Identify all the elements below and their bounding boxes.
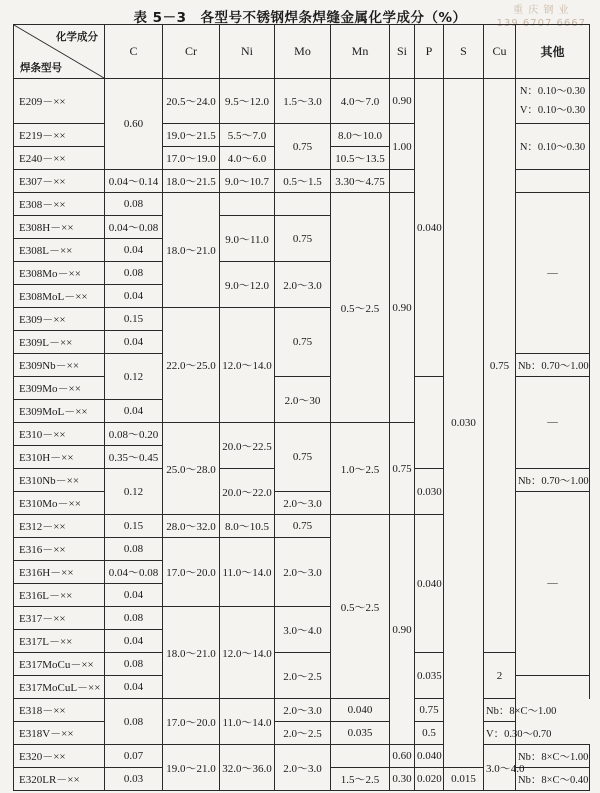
header-si: Si — [390, 25, 415, 79]
c-cell: 0.04～0.08 — [105, 561, 163, 584]
header-p: P — [415, 25, 444, 79]
model-cell: E316L－×× — [14, 584, 105, 607]
si-cell: 0.90 — [390, 515, 415, 745]
mo-cell — [275, 193, 331, 216]
header-other: 其他 — [516, 25, 590, 79]
cr-cell: 20.5～24.0 — [163, 79, 220, 124]
mn-cell: 4.0～7.0 — [331, 79, 390, 124]
c-cell: 0.08 — [105, 538, 163, 561]
ni-cell: 12.0～14.0 — [220, 308, 275, 423]
mn-cell: 10.5～13.5 — [331, 147, 390, 170]
ni-cell: 5.5～7.0 — [220, 124, 275, 147]
si-cell: 0.60 — [390, 745, 415, 768]
model-cell: E317MoCu－×× — [14, 653, 105, 676]
header-composition-label: 化学成分 — [56, 31, 98, 43]
c-cell: 0.04 — [105, 400, 163, 423]
watermark-line2: 139 6707 6667 — [496, 18, 586, 29]
mo-cell: 0.75 — [275, 515, 331, 538]
model-cell: E308L－×× — [14, 239, 105, 262]
p-cell: 0.040 — [415, 515, 444, 653]
other-cell: N：0.10～0.30 — [516, 124, 590, 170]
ni-cell: 11.0～14.0 — [220, 699, 275, 745]
cu-cell: 0.5 — [415, 722, 444, 745]
si-cell — [390, 170, 415, 193]
table-row — [14, 699, 590, 722]
other-cell: Nb：8×C～1.00 — [484, 699, 516, 722]
ni-cell: 9.5～12.0 — [220, 79, 275, 124]
p-cell: 0.040 — [331, 699, 390, 722]
other-cell: Nb：0.70～1.00 — [516, 354, 590, 377]
other-line: V：0.10～0.30 — [519, 105, 586, 116]
model-cell: E219－×× — [14, 124, 105, 147]
c-cell: 0.60 — [105, 79, 163, 170]
c-cell: 0.08 — [105, 193, 163, 216]
model-cell: E310Mo－×× — [14, 492, 105, 515]
model-cell: E308H－×× — [14, 216, 105, 239]
model-cell: E309MoL－×× — [14, 400, 105, 423]
cr-cell: 28.0～32.0 — [163, 515, 220, 538]
model-cell: E320LR－×× — [14, 768, 105, 791]
mn-cell: 8.0～10.0 — [331, 124, 390, 147]
mn-cell: 0.5～2.5 — [331, 515, 390, 699]
si-cell: 1.00 — [390, 124, 415, 170]
model-cell: E209－×× — [14, 79, 105, 124]
mo-cell: 0.75 — [275, 124, 331, 170]
model-cell: E307－×× — [14, 170, 105, 193]
p-cell: 0.035 — [415, 653, 444, 699]
other-cell: Nb：8×C～0.40 — [516, 768, 590, 791]
mo-cell: 3.0～4.0 — [275, 607, 331, 653]
ni-cell: 11.0～14.0 — [220, 538, 275, 607]
header-s: S — [444, 25, 484, 79]
c-cell: 0.08 — [105, 262, 163, 285]
mo-cell: 2.0～3.0 — [275, 699, 331, 722]
model-cell: E310Nb－×× — [14, 469, 105, 492]
mo-cell: 0.75 — [275, 216, 331, 262]
model-cell: E318－×× — [14, 699, 105, 722]
other-cell: — — [516, 377, 590, 469]
other-cell: — — [516, 193, 590, 354]
si-cell: 0.90 — [390, 193, 415, 423]
cu-cell: 0.75 — [484, 79, 516, 653]
model-cell: E308－×× — [14, 193, 105, 216]
cr-cell: 18.0～21.5 — [163, 170, 220, 193]
c-cell: 0.08～0.20 — [105, 423, 163, 446]
model-cell: E312－×× — [14, 515, 105, 538]
p-cell: 0.040 — [415, 79, 444, 377]
p-cell — [415, 377, 444, 469]
p-cell: 0.030 — [415, 469, 444, 515]
model-cell: E316－×× — [14, 538, 105, 561]
mo-cell: 2.0～3.0 — [275, 745, 331, 791]
model-cell: E309L－×× — [14, 331, 105, 354]
cr-cell: 17.0～20.0 — [163, 538, 220, 607]
model-cell: E310－×× — [14, 423, 105, 446]
c-cell: 0.08 — [105, 607, 163, 630]
c-cell: 0.15 — [105, 308, 163, 331]
ni-cell: 20.0～22.5 — [220, 423, 275, 469]
model-cell: E309－×× — [14, 308, 105, 331]
s-cell: 0.030 — [444, 79, 484, 768]
c-cell: 0.12 — [105, 354, 163, 400]
c-cell: 0.04 — [105, 331, 163, 354]
other-cell: Nb：0.70～1.00 — [516, 469, 590, 492]
mo-cell: 2.0～3.0 — [275, 538, 331, 607]
cr-cell: 17.0～20.0 — [163, 699, 220, 745]
c-cell: 0.04 — [105, 584, 163, 607]
header-model-label: 焊条型号 — [20, 62, 62, 74]
ni-cell: 20.0～22.0 — [220, 469, 275, 515]
ni-cell: 12.0～14.0 — [220, 607, 275, 699]
model-cell: E317MoCuL－×× — [14, 676, 105, 699]
header-mn: Mn — [331, 25, 390, 79]
header-c: C — [105, 25, 163, 79]
c-cell: 0.15 — [105, 515, 163, 538]
model-cell: E240－×× — [14, 147, 105, 170]
table-row — [14, 653, 590, 676]
other-line: N：0.10～0.30 — [519, 86, 586, 97]
model-cell: E317－×× — [14, 607, 105, 630]
other-cell: — — [516, 492, 590, 676]
mo-cell: 2.0～3.0 — [275, 262, 331, 308]
header-ni: Ni — [220, 25, 275, 79]
table-row — [14, 745, 590, 768]
cr-cell: 17.0～19.0 — [163, 147, 220, 170]
header-cu: Cu — [484, 25, 516, 79]
c-cell: 0.04 — [105, 630, 163, 653]
mo-cell: 2.0～2.5 — [275, 653, 331, 699]
model-cell: E318V－×× — [14, 722, 105, 745]
model-cell: E308Mo－×× — [14, 262, 105, 285]
model-cell: E316H－×× — [14, 561, 105, 584]
c-cell: 0.08 — [105, 653, 163, 676]
mn-cell: 1.5～2.5 — [331, 768, 390, 791]
mo-cell: 2.0～30 — [275, 377, 331, 423]
table-row — [14, 79, 590, 124]
cu-cell: 3.0～4.0 — [484, 745, 516, 791]
ni-cell: 9.0～10.7 — [220, 170, 275, 193]
c-cell: 0.04～0.14 — [105, 170, 163, 193]
p-cell: 0.040 — [415, 745, 444, 768]
other-cell — [516, 79, 590, 124]
mo-cell: 2.0～3.0 — [275, 492, 331, 515]
header-mo: Mo — [275, 25, 331, 79]
ni-cell: 9.0～12.0 — [220, 262, 275, 308]
ni-cell — [220, 193, 275, 216]
cr-cell: 25.0～28.0 — [163, 423, 220, 515]
other-cell: V：0.30～0.70 — [484, 722, 516, 745]
mo-cell: 0.5～1.5 — [275, 170, 331, 193]
ni-cell: 8.0～10.5 — [220, 515, 275, 538]
ni-cell: 9.0～11.0 — [220, 216, 275, 262]
cr-cell: 19.0～21.5 — [163, 124, 220, 147]
table-row — [14, 722, 590, 745]
cr-cell: 22.0～25.0 — [163, 308, 220, 423]
si-cell: 0.75 — [390, 423, 415, 515]
c-cell: 0.04 — [105, 239, 163, 262]
mo-cell: 1.5～3.0 — [275, 79, 331, 124]
ni-cell: 4.0～6.0 — [220, 147, 275, 170]
c-cell: 0.35～0.45 — [105, 446, 163, 469]
mn-cell: 0.5～2.5 — [331, 193, 390, 423]
c-cell: 0.08 — [105, 699, 163, 745]
mn-cell: 1.0～2.5 — [331, 423, 390, 515]
mn-cell — [331, 745, 390, 768]
model-cell: E309Nb－×× — [14, 354, 105, 377]
c-cell: 0.07 — [105, 745, 163, 768]
c-cell: 0.04 — [105, 676, 163, 699]
cr-cell: 18.0～21.0 — [163, 607, 220, 699]
model-cell: E310H－×× — [14, 446, 105, 469]
ni-cell: 32.0～36.0 — [220, 745, 275, 791]
model-cell: E317L－×× — [14, 630, 105, 653]
cu-cell: 2 — [484, 653, 516, 699]
c-cell: 0.12 — [105, 469, 163, 515]
model-cell: E308MoL－×× — [14, 285, 105, 308]
mo-cell: 0.75 — [275, 423, 331, 492]
watermark-line1: 重 庆 钢 业 — [513, 5, 570, 16]
p-cell: 0.020 — [415, 768, 444, 791]
c-cell: 0.04～0.08 — [105, 216, 163, 239]
si-cell: 0.90 — [390, 79, 415, 124]
other-cell: Nb：8×C～1.00 — [516, 745, 590, 768]
other-cell — [516, 170, 590, 193]
c-cell: 0.03 — [105, 768, 163, 791]
mo-cell: 0.75 — [275, 308, 331, 377]
model-cell: E309Mo－×× — [14, 377, 105, 400]
mo-cell: 2.0～2.5 — [275, 722, 331, 745]
composition-table — [13, 24, 590, 791]
header-corner-cell — [14, 25, 105, 79]
mn-cell: 3.30～4.75 — [331, 170, 390, 193]
s-cell: 0.015 — [444, 768, 484, 791]
cu-cell: 0.75 — [415, 699, 444, 722]
header-row — [14, 25, 590, 79]
cr-cell: 18.0～21.0 — [163, 193, 220, 308]
p-cell: 0.035 — [331, 722, 390, 745]
si-cell: 0.30 — [390, 768, 415, 791]
c-cell: 0.04 — [105, 285, 163, 308]
header-cr: Cr — [163, 25, 220, 79]
model-cell: E320－×× — [14, 745, 105, 768]
cr-cell: 19.0～21.0 — [163, 745, 220, 791]
table-title: 表 5－3 各型号不锈钢焊条焊缝金属化学成分（%） — [133, 10, 467, 26]
